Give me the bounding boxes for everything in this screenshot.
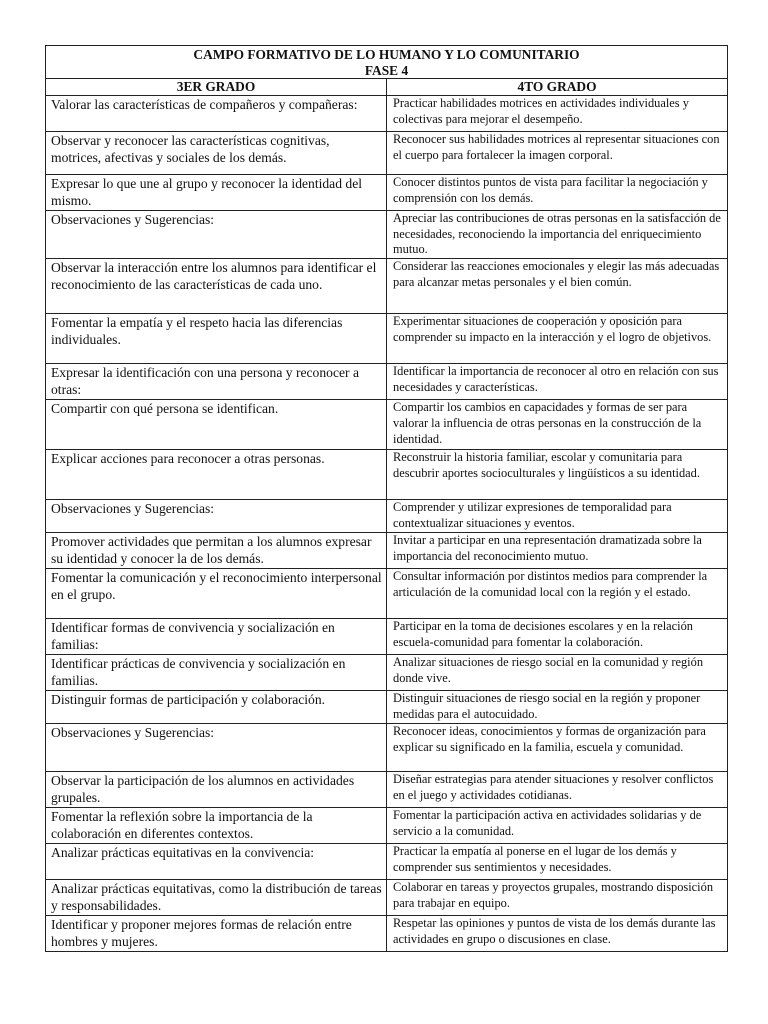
- table-row: [46, 808, 728, 844]
- fourth-grade-cell: Respetar las opiniones y puntos de vista de los demás durante las actividades en grupo o discusiones en clase.: [387, 916, 728, 952]
- column-header-4th-grade: 4TO GRADO: [387, 79, 728, 96]
- table-row: [46, 880, 728, 916]
- fourth-grade-cell: Apreciar las contribuciones de otras personas en la satisfacción de necesidades, reconociendo la importancia del enriquecimiento mutuo.: [387, 211, 728, 259]
- fourth-grade-cell: Experimentar situaciones de cooperación y oposición para comprender su impacto en la interacción y el logro de objetivos.: [387, 314, 728, 364]
- third-grade-cell: Observar la interacción entre los alumnos para identificar el reconocimiento de las características de cada uno.: [46, 259, 387, 314]
- third-grade-cell: Distinguir formas de participación y colaboración.: [46, 691, 387, 724]
- table-title-cell: [46, 46, 728, 79]
- fourth-grade-cell: Conocer distintos puntos de vista para facilitar la negociación y comprensión con los demás.: [387, 175, 728, 211]
- third-grade-cell: Analizar prácticas equitativas, como la distribución de tareas y responsabilidades.: [46, 880, 387, 916]
- table-row: [46, 132, 728, 175]
- fourth-grade-cell: Distinguir situaciones de riesgo social en la región y proponer medidas para el autocuidado.: [387, 691, 728, 724]
- fourth-grade-cell: Invitar a participar en una representación dramatizada sobre la importancia del reconocimiento mutuo.: [387, 533, 728, 569]
- fourth-grade-cell: Compartir los cambios en capacidades y formas de ser para valorar la influencia de otras personas en la construcción de la identidad.: [387, 400, 728, 450]
- table-row: [46, 175, 728, 211]
- grade-header-row: [46, 79, 728, 96]
- table-body: [46, 96, 728, 952]
- table-row: [46, 655, 728, 691]
- third-grade-cell: Identificar formas de convivencia y socialización en familias:: [46, 619, 387, 655]
- fourth-grade-cell: Fomentar la participación activa en actividades solidarias y de servicio a la comunidad.: [387, 808, 728, 844]
- fourth-grade-cell: Diseñar estrategias para atender situaciones y resolver conflictos en el juego y actividades cotidianas.: [387, 772, 728, 808]
- third-grade-cell: Observaciones y Sugerencias:: [46, 500, 387, 533]
- fourth-grade-cell: Identificar la importancia de reconocer al otro en relación con sus necesidades y características.: [387, 364, 728, 400]
- table-row: [46, 916, 728, 952]
- fourth-grade-cell: Comprender y utilizar expresiones de temporalidad para contextualizar situaciones y eventos.: [387, 500, 728, 533]
- table-subtitle: FASE 4: [364, 62, 409, 78]
- column-header-3rd-grade: 3ER GRADO: [46, 79, 387, 96]
- table-row: [46, 96, 728, 132]
- table-row: [46, 772, 728, 808]
- third-grade-cell: Identificar y proponer mejores formas de relación entre hombres y mujeres.: [46, 916, 387, 952]
- third-grade-cell: Expresar la identificación con una persona y reconocer a otras:: [46, 364, 387, 400]
- fourth-grade-cell: Practicar habilidades motrices en actividades individuales y colectivas para mejorar el desempeño.: [387, 96, 728, 132]
- third-grade-cell: Observar la participación de los alumnos en actividades grupales.: [46, 772, 387, 808]
- third-grade-cell: Fomentar la reflexión sobre la importancia de la colaboración en diferentes contextos.: [46, 808, 387, 844]
- third-grade-cell: Analizar prácticas equitativas en la convivencia:: [46, 844, 387, 880]
- fourth-grade-cell: Consultar información por distintos medios para comprender la articulación de la comunidad local con la región y el estado.: [387, 569, 728, 619]
- fourth-grade-cell: Practicar la empatía al ponerse en el lugar de los demás y comprender sus sentimientos y necesidades.: [387, 844, 728, 880]
- table-title-row: [46, 46, 728, 79]
- table-row: [46, 724, 728, 772]
- table-row: [46, 364, 728, 400]
- third-grade-cell: Expresar lo que une al grupo y reconocer la identidad del mismo.: [46, 175, 387, 211]
- table-row: [46, 533, 728, 569]
- table-title: CAMPO FORMATIVO DE LO HUMANO Y LO COMUNITARIO: [193, 47, 580, 62]
- fourth-grade-cell: Analizar situaciones de riesgo social en la comunidad y región donde vive.: [387, 655, 728, 691]
- fourth-grade-cell: Reconocer sus habilidades motrices al representar situaciones con el cuerpo para fortalecer la imagen corporal.: [387, 132, 728, 175]
- table-row: [46, 500, 728, 533]
- third-grade-cell: Identificar prácticas de convivencia y socialización en familias.: [46, 655, 387, 691]
- fourth-grade-cell: Colaborar en tareas y proyectos grupales, mostrando disposición para trabajar en equipo.: [387, 880, 728, 916]
- third-grade-cell: Observaciones y Sugerencias:: [46, 211, 387, 259]
- third-grade-cell: Valorar las características de compañeros y compañeras:: [46, 96, 387, 132]
- fourth-grade-cell: Participar en la toma de decisiones escolares y en la relación escuela-comunidad para fomentar la colaboración.: [387, 619, 728, 655]
- table-row: [46, 211, 728, 259]
- table-row: [46, 844, 728, 880]
- table-row: [46, 450, 728, 500]
- document-page: [45, 45, 727, 952]
- competencies-table: [45, 45, 728, 952]
- table-row: [46, 400, 728, 450]
- fourth-grade-cell: Reconocer ideas, conocimientos y formas de organización para explicar su significado en la familia, escuela y comunidad.: [387, 724, 728, 772]
- fourth-grade-cell: Reconstruir la historia familiar, escolar y comunitaria para descubrir aportes socioculturales y lingüísticos a su identidad.: [387, 450, 728, 500]
- third-grade-cell: Fomentar la comunicación y el reconocimiento interpersonal en el grupo.: [46, 569, 387, 619]
- table-row: [46, 314, 728, 364]
- table-row: [46, 259, 728, 314]
- third-grade-cell: Promover actividades que permitan a los alumnos expresar su identidad y conocer la de los demás.: [46, 533, 387, 569]
- fourth-grade-cell: Considerar las reacciones emocionales y elegir las más adecuadas para alcanzar metas personales y el bien común.: [387, 259, 728, 314]
- third-grade-cell: Fomentar la empatía y el respeto hacia las diferencias individuales.: [46, 314, 387, 364]
- table-row: [46, 619, 728, 655]
- table-row: [46, 569, 728, 619]
- third-grade-cell: Observaciones y Sugerencias:: [46, 724, 387, 772]
- third-grade-cell: Compartir con qué persona se identifican.: [46, 400, 387, 450]
- third-grade-cell: Explicar acciones para reconocer a otras personas.: [46, 450, 387, 500]
- third-grade-cell: Observar y reconocer las características cognitivas, motrices, afectivas y sociales de los demás.: [46, 132, 387, 175]
- table-row: [46, 691, 728, 724]
